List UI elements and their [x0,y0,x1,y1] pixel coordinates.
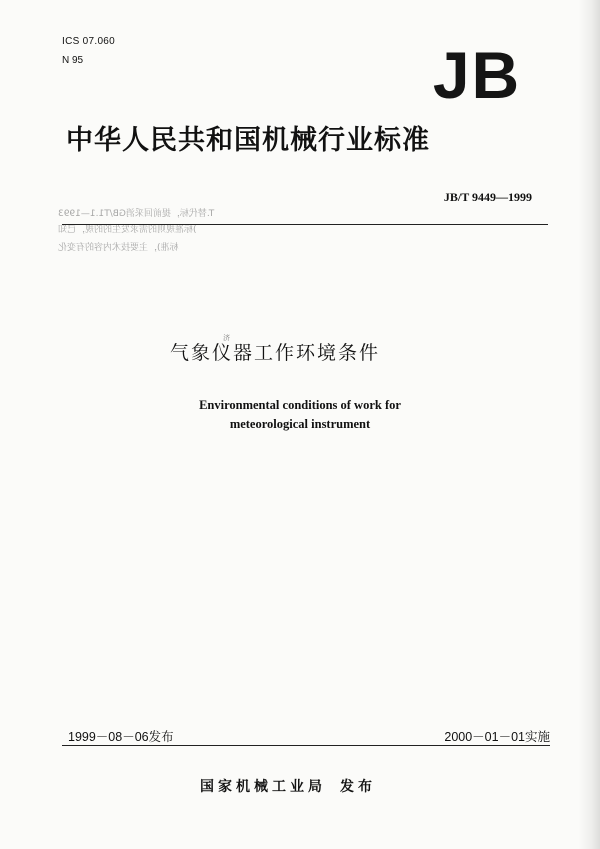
bleed-through-line: 标准)，主要技术内容的有变化 [58,243,179,253]
document-title-cn: 气象仪器工作环境条件 [170,342,381,364]
jb-logo-text: JB [432,44,522,104]
document-title-en [0,396,600,434]
scan-speck: 济 [223,334,230,342]
title-en-line: Environmental conditions of work for [199,398,401,412]
publisher-name: 国家机械工业局 [200,779,326,795]
bleed-through-line: )标准规则的需求发生的的规，已知 [58,225,197,235]
bleed-through-line: T.替代标，提前回采消GB/T1.1—1993 [58,209,215,219]
issue-date: 1999－08－06发布 [68,730,174,744]
standard-body-title: 中华人民共和国机械行业标准 [66,125,430,156]
footer-divider [62,745,550,746]
jb-logo [420,44,535,104]
publisher-action: 发布 [340,779,376,795]
implementation-date: 2000－01－01实施 [444,730,550,744]
header-divider [62,224,548,225]
publisher-line [200,776,376,796]
ccs-code: N 95 [62,55,84,66]
ics-code: ICS 07.060 [62,36,116,47]
standard-number: JB/T 9449—1999 [443,190,532,204]
title-en-line: meteorological instrument [229,417,371,431]
